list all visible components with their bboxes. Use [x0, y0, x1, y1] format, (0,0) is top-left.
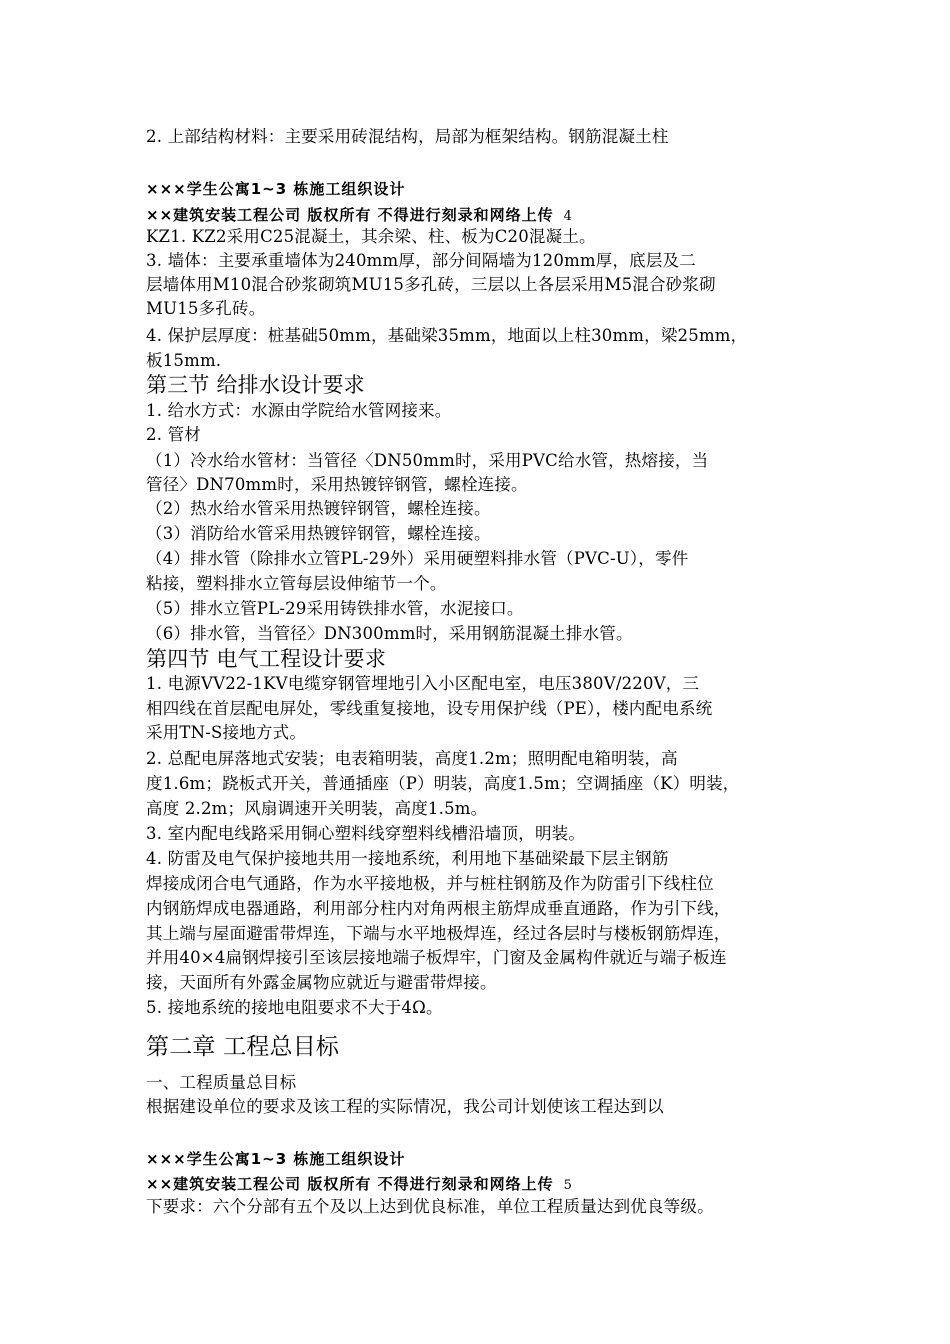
- text-line: 4. 防雷及电气保护接地共用一接地系统，利用地下基础梁最下层主钢筋: [146, 849, 669, 868]
- page-number: 4: [563, 209, 573, 224]
- text-line: 相四线在首层配电屏处，零线重复接地，设专用保护线（PE），楼内配电系统: [146, 699, 713, 718]
- text-line: 其上端与屋面避雷带焊连，下端与水平地极焊连，经过各层时与楼板钢筋焊连，: [146, 924, 731, 943]
- text-line: 2. 管材: [146, 425, 201, 444]
- section-heading: 第四节 电气工程设计要求: [146, 647, 387, 671]
- text-line: 粘接，塑料排水立管每层设伸缩节一个。: [146, 574, 447, 593]
- running-header-title: ×××学生公寓1~3 栋施工组织设计: [146, 180, 406, 198]
- text-line: （2）热水给水管采用热镀锌钢管，螺栓连接。: [146, 499, 491, 518]
- text-line: 1. 电源VV22-1KV电缆穿钢管埋地引入小区配电室，电压380V/220V，三: [146, 674, 700, 693]
- text-line: 接，天面所有外露金属物应就近与避雷带焊接。: [146, 973, 497, 992]
- text-line: 1. 给水方式：水源由学院给水管网接来。: [146, 401, 452, 420]
- text-line: KZ1. KZ2采用C25混凝土，其余梁、柱、板为C20混凝土。: [146, 227, 596, 246]
- text-line: 下要求：六个分部有五个及以上达到优良标准，单位工程质量达到优良等级。: [146, 1197, 714, 1216]
- text-line: 采用TN-S接地方式。: [146, 723, 307, 742]
- text-line: MU15多孔砖。: [146, 299, 266, 318]
- text-line: 一、工程质量总目标: [146, 1073, 297, 1092]
- text-line: 根据建设单位的要求及该工程的实际情况，我公司计划使该工程达到以: [146, 1097, 664, 1116]
- page-number: 5: [563, 1178, 573, 1193]
- text-line: 3. 墙体：主要承重墙体为240mm厚，部分间隔墙为120mm厚，底层及二: [146, 251, 696, 270]
- text-line: 2. 上部结构材料：主要采用砖混结构，局部为框架结构。钢筋混凝土柱: [146, 127, 669, 146]
- text-line: 3. 室内配电线路采用铜心塑料线穿塑料线槽沿墙顶，明装。: [146, 824, 586, 843]
- text-line: 管径〉DN70mm时，采用热镀锌钢管，螺栓连接。: [146, 475, 528, 494]
- section-heading: 第三节 给排水设计要求: [146, 373, 365, 397]
- text-line: 内钢筋焊成电器通路，利用部分柱内对角两根主筋焊成垂直通路，作为引下线，: [146, 899, 731, 918]
- text-line: （3）消防给水管采用热镀锌钢管，螺栓连接。: [146, 524, 491, 543]
- text-line: （6）排水管，当管径〉DN300mm时，采用钢筋混凝土排水管。: [146, 624, 633, 643]
- text-line: （1）冷水给水管材：当管径〈DN50mm时，采用PVC给水管，热熔接，当: [146, 451, 709, 470]
- text-line: 高度 2.2m；风扇调速开关明装，高度1.5m。: [146, 799, 488, 818]
- text-line: 板15mm.: [146, 351, 222, 370]
- text-line: 5. 接地系统的接地电阻要求不大于4Ω。: [146, 998, 443, 1017]
- copyright-text: ××建筑安装工程公司 版权所有 不得进行刻录和网络上传: [146, 1175, 554, 1193]
- running-header-copyright: [146, 1173, 573, 1194]
- text-line: 度1.6m；跷板式开关，普通插座（P）明装，高度1.5m；空调插座（K）明装，: [146, 774, 740, 793]
- text-line: 并用40×4扁钢焊接引至该层接地端子板焊牢，门窗及金属构件就近与端子板连: [146, 948, 727, 967]
- text-line: 4. 保护层厚度：桩基础50mm，基础梁35mm，地面以上柱30mm，梁25mm，: [146, 326, 748, 345]
- running-header-title: ×××学生公寓1~3 栋施工组织设计: [146, 1150, 406, 1168]
- text-line: （4）排水管（除排水立管PL-29外）采用硬塑料排水管（PVC-U），零件: [146, 549, 689, 568]
- chapter-heading: 第二章 工程总目标: [146, 1034, 340, 1060]
- text-line: 2. 总配电屏落地式安装；电表箱明装，高度1.2m；照明配电箱明装，高: [146, 749, 678, 768]
- text-line: （5）排水立管PL-29采用铸铁排水管，水泥接口。: [146, 599, 524, 618]
- running-header-copyright: [146, 204, 573, 225]
- text-line: 焊接成闭合电气通路，作为水平接地极，并与桩柱钢筋及作为防雷引下线柱位: [146, 874, 714, 893]
- text-line: 层墙体用M10混合砂浆砌筑MU15多孔砖，三层以上各层采用M5混合砂浆砌: [146, 275, 716, 294]
- copyright-text: ××建筑安装工程公司 版权所有 不得进行刻录和网络上传: [146, 206, 554, 224]
